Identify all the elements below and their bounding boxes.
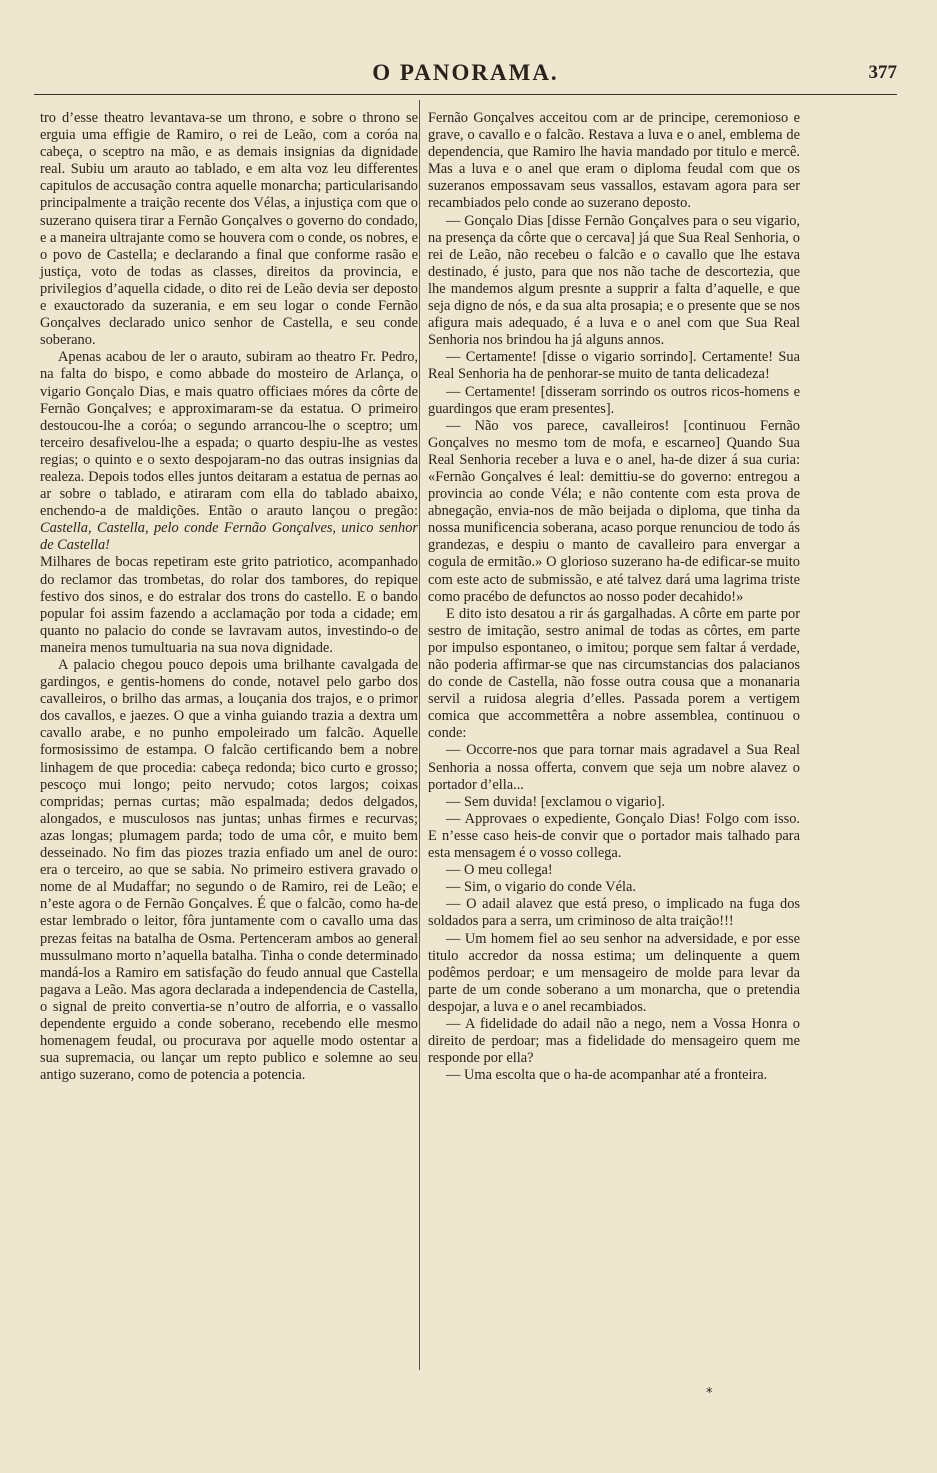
paragraph: A palacio chegou pouco depois uma brilhante cavalgada de gardingos, e gentis-homens do conde, notavel pelo garbo dos cavalleiros, o brilho das armas, a louçania dos trajos, e o primor dos cavallos, e jaezes. O que a vinha guiando trazia a dextra um cavallo arabe, e no punho empoleirado um falcão. Aquelle formosissimo de estampa. O falcão certificando bem a nobre linhagem de que procedia: cabeça redonda; bico curto e grosso; pescoço mui longo; peito nervudo; cotos largos; coixas compridas; pernas curtas; mão espalmada; dedos delgados, alongados, e musculosos nas juntas; unhas firmes e recurvas; azas longas; plumagem parda; todo de uma côr, e muito bem desseinado. No fim das piozes trazia enfiado um anel de ouro: era o terceiro, ao que se sabia. No primeiro estivera gravado o nome de al Mudaffar; no segundo o de Ramiro, rei de Leão; e n’este agora o de Fernão Gonçalves. É que o falcão, como ha-de estar lembrado o leitor, fôra juntamente com o cavallo uma das prezas feitas na batalha de Osma. Pertenceram ambos ao general mussulmano morto n’aquella batalha. Tinha o conde determinado mandá-los a Ramiro em satisfação do feudo annual que Castella pagava a Leão. Mas agora declarada a independencia de Castella, o signal de preito convertia-se n’outro de alforria, e o vassallo dependente erguido a conde soberano, recebendo elle mesmo homenagem feudal, ou procurava por aquelle modo ostentar a sua supremacia, ou lançar um repto publico e solemne ao seu antigo suzerano, como de potencia a potencia.: [40, 657, 418, 1084]
paragraph: E dito isto desatou a rir ás gargalhadas. A côrte em parte por sestro de imitação, sestro animal de todas as côrtes, em parte por impulso espontaneo, o imitou; porque sem faltar á verdade, não poderia affirmar-se que nas circumstancias dos palacianos do conde de Castella, não fosse outra cousa que a monanaria servil a ruidosa alegria d’elles. Passada porem a vertigem comica que accommettêra a nobre assemblea, continuou o conde:: [428, 605, 800, 742]
paragraph: [40, 349, 418, 554]
page-number: 377: [868, 62, 897, 83]
paragraph: — Um homem fiel ao seu senhor na adversidade, e por esse titulo accredor da nossa estima; um delinquente a quem podêmos perdoar; e um mensageiro de molde para levar da parte de um conde soberano a um monarcha, que o pretendia despojar, a luva e o anel recambiados.: [428, 930, 800, 1015]
paragraph: — Gonçalo Dias [disse Fernão Gonçalves para o seu vigario, na presença da côrte que o cercava] já que Sua Real Senhoria, o rei de Leão, não recebeu o falcão e o cavallo que lhe estava destinado, é justo, para que nos não tache de descortezia, que lhe mandemos algum presnte a supprir a falta d’aquelle, e que seja digno de nós, e da sua alta prosapia; e o presente que se nos afigura mais adequado, é a luva e o anel com que Sua Real Senhoria nos brindou ha já alguns annos.: [428, 212, 800, 349]
header-rule: [34, 94, 897, 95]
paragraph: — A fidelidade do adail não a nego, nem a Vossa Honra o direito de perdoar; mas a fidelidade do mensageiro quem me responde por ella?: [428, 1015, 800, 1067]
paragraph-text: Apenas acabou de ler o arauto, subiram ao theatro Fr. Pedro, na falta do bispo, e como abbade do mosteiro de Arlança, o vigario Gonçalo Dias, e mais quatro officiaes móres da côrte de Fernão Gonçalves; e approximaram-se da estatua. O primeiro destoucou-lhe a coróa; o segundo arrancou-lhe o sceptro; um terceiro desafivelou-lhe a espada; o quarto despiu-lhe as vestes regias; o quinto e o sexto despojaram-no das outras insignias da realeza. Depois todos elles juntos deitaram a estatua de pernas ao ar sobre o tablado, e atiraram com ella do tablado abaixo, enchendo-a de maldições. Então o arauto lançou o pregão:: [40, 349, 418, 520]
paragraph: Fernão Gonçalves acceitou com ar de principe, ceremonioso e grave, o cavallo e o falcão. Restava a luva e o anel, emblema de dependencia, que Ramiro lhe havia mandado por titulo e mercê. Mas a luva e o anel que eram o diploma feudal com que os suzeranos empossavam seus vassallos, estavam agora para ser recambiados pelo conde ao suzerano deposto.: [428, 110, 800, 212]
page-header: [34, 56, 897, 96]
paragraph: — O adail alavez que está preso, o implicado na fuga dos soldados para a serra, um criminoso de alta traição!!!: [428, 896, 800, 930]
paragraph: — Approvaes o expediente, Gonçalo Dias! Folgo com isso. E n’esse caso heis-de convir que o portador mais talhado para esta mensagem é o vosso collega.: [428, 810, 800, 862]
paragraph: tro d’esse theatro levantava-se um throno, e sobre o throno se erguia uma effigie de Ramiro, o rei de Leão, com a coróa na cabeça, o sceptro na mão, e as demais insignias da dignidade real. Subiu um arauto ao tablado, e em alta voz leu differentes capitulos de accusação contra aquelle monarcha; particularisando principalmente a traição recente dos Vélas, a injustiça com que o suzerano quisera tirar a Fernão Gonçalves o governo do condado, e a maneira ultrajante como se houvera com o conde, os nobres, e o povo de Castella; e declarando a final que conforme rasão e justiça, voto de todas as classes, direitos da provincia, e privilegios d’aquella cidade, o dito rei de Leão devia ser deposto e exauctorado da suzerania, e em seu logar o conde Fernão Gonçalves declarado unico senhor de Castella, e seu conde soberano.: [40, 110, 419, 349]
right-column: [428, 110, 800, 1084]
running-title: O PANORAMA.: [372, 60, 559, 85]
paragraph: — Não vos parece, cavalleiros! [continuou Fernão Gonçalves no mesmo tom de mofa, e escarneo] Quando Sua Real Senhoria receber a luva e o anel, ha-de dizer á sua curia: «Fernão Gonçalves é leal: demittiu-se do governo: entregou a provincia ao conde Véla; e não contente com esta prova de abnegação, envia-nos de mão beijada o diploma, que tinha da nossa munificencia soberana, acaso porque renunciou de todo ás grandezas, e despiu o manto de cavalleiro para envergar a cogula de ermitão.» O glorioso suzerano ha-de edificar-se muito com este acto de submissão, e até talvez dará uma lagrima triste como pracébo de defunctos ao nosso poder decahido!»: [428, 417, 800, 605]
paragraph: Milhares de bocas repetiram este grito patriotico, acompanhado do reclamor das trombetas, do rolar dos tambores, do repique festivo dos sinos, e do estralar dos trons do castello. E o bando popular foi assim fazendo a acclamação por toda a cidade; em quanto no palacio do conde se lavravam autos, investindo-o de maneira menos tumultuaria na sua nova dignidade.: [40, 554, 418, 656]
end-ornament: *: [706, 1386, 713, 1401]
paragraph: — Certamente! [disseram sorrindo os outros ricos-homens e guardingos que eram presentes].: [428, 383, 800, 417]
paragraph: — Sem duvida! [exclamou o vigario].: [446, 793, 666, 810]
column-divider: [419, 100, 420, 1370]
paragraph: — Occorre-nos que para tornar mais agradavel a Sua Real Senhoria a nossa offerta, convem que seja um nobre alavez o portador d’ella...: [428, 742, 800, 793]
paragraph: — Certamente! [disse o vigario sorrindo]. Certamente! Sua Real Senhoria ha de penhorar-se muito de tanta delicadeza!: [428, 349, 800, 383]
paragraph: — Uma escolta que o ha-de acompanhar até a fronteira.: [446, 1067, 768, 1084]
left-column: [40, 110, 418, 1084]
paragraph: — O meu collega!: [446, 862, 553, 879]
paragraph: — Sim, o vigario do conde Véla.: [446, 879, 636, 896]
proclamation: Castella, Castella, pelo conde Fernão Gonçalves, unico senhor de Castella!: [40, 520, 418, 554]
